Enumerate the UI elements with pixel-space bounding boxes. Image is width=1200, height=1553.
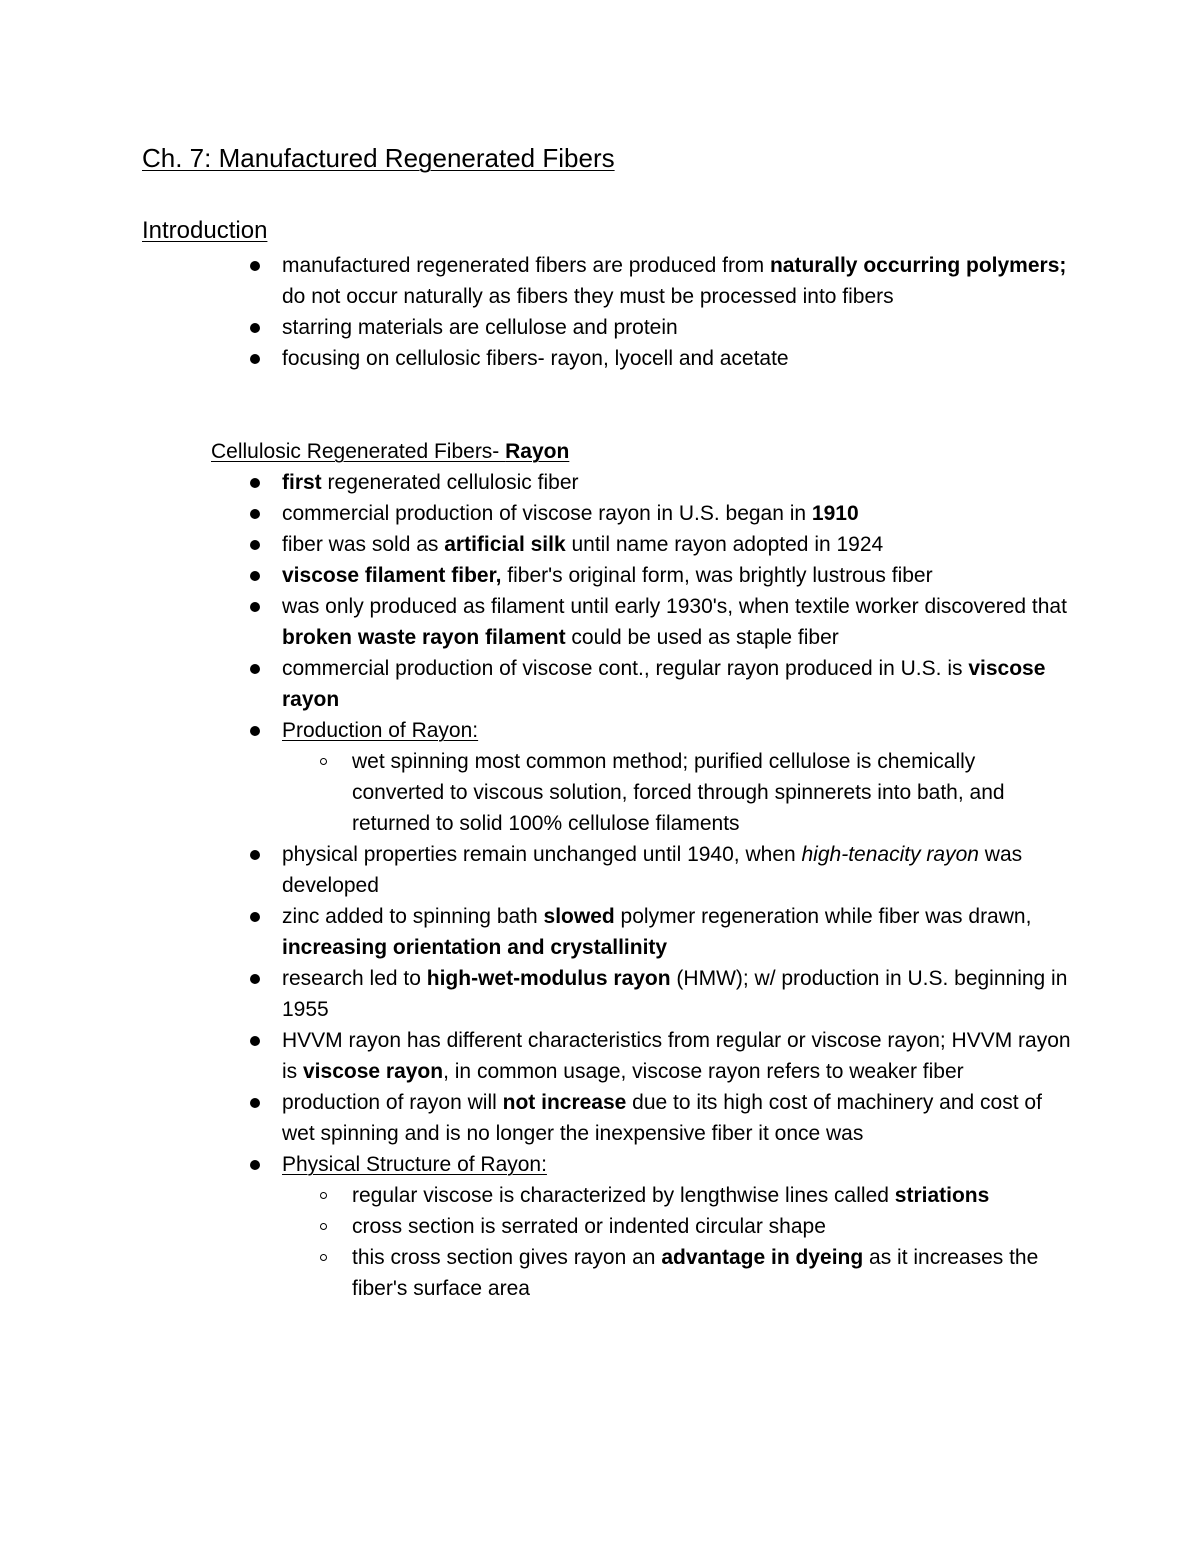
bullet-icon — [250, 1098, 260, 1108]
bullet-icon — [250, 602, 260, 612]
bullet-icon — [250, 1160, 260, 1170]
bullet-icon — [250, 726, 260, 736]
bullet-icon — [250, 912, 260, 922]
hollow-bullet-icon — [320, 1192, 327, 1199]
list-item: research led to high-wet-modulus rayon (HMW); w/ production in U.S. beginning in 1955 — [0, 963, 1072, 1025]
list-item: physical properties remain unchanged until 1940, when high-tenacity rayon was developed — [0, 839, 1072, 901]
bullet-icon — [250, 261, 260, 271]
bullet-icon — [250, 323, 260, 333]
bullet-icon — [250, 571, 260, 581]
document-title: Ch. 7: Manufactured Regenerated Fibers — [142, 143, 615, 173]
hollow-bullet-icon — [320, 1223, 327, 1230]
list-item: zinc added to spinning bath slowed polymer regeneration while fiber was drawn, increasing orientation and crystallinity — [0, 901, 1072, 963]
list-item — [0, 715, 1072, 839]
sub-list-item: cross section is serrated or indented circular shape — [0, 1211, 1072, 1242]
bullet-icon — [250, 974, 260, 984]
list-item: focusing on cellulosic fibers- rayon, lyocell and acetate — [0, 343, 1072, 374]
list-item: commercial production of viscose rayon in U.S. began in 1910 — [0, 498, 1072, 529]
list-item: was only produced as filament until early 1930's, when textile worker discovered that broken waste rayon filament could be used as staple fiber — [0, 591, 1072, 653]
rayon-list — [0, 467, 1072, 1304]
bullet-icon — [250, 478, 260, 488]
bullet-icon — [250, 540, 260, 550]
bullet-icon — [250, 354, 260, 364]
production-of-rayon-label: Production of Rayon: — [282, 719, 479, 742]
sub-list-item: wet spinning most common method; purified cellulose is chemically converted to viscous solution, forced through spinnerets into bath, and returned to solid 100% cellulose filaments — [0, 746, 1072, 839]
bullet-icon — [250, 1036, 260, 1046]
list-item: starring materials are cellulose and protein — [0, 312, 1072, 343]
list-item: HVVM rayon has different characteristics from regular or viscose rayon; HVVM rayon is viscose rayon, in common usage, viscose rayon refers to weaker fiber — [0, 1025, 1072, 1087]
list-item: fiber was sold as artificial silk until name rayon adopted in 1924 — [0, 529, 1072, 560]
bullet-icon — [250, 664, 260, 674]
structure-sublist — [282, 1180, 1072, 1304]
hollow-bullet-icon — [320, 758, 327, 765]
production-sublist — [282, 746, 1072, 839]
list-item: manufactured regenerated fibers are produced from naturally occurring polymers; do not occur naturally as fibers they must be processed into fibers — [0, 250, 1072, 312]
bullet-icon — [250, 509, 260, 519]
list-item: first regenerated cellulosic fiber — [0, 467, 1072, 498]
bullet-icon — [250, 850, 260, 860]
rayon-heading: Cellulosic Regenerated Fibers- Rayon — [211, 440, 570, 463]
introduction-list — [0, 250, 1072, 374]
physical-structure-label: Physical Structure of Rayon: — [282, 1153, 547, 1176]
introduction-heading: Introduction — [142, 217, 268, 244]
list-item: viscose filament fiber, fiber's original form, was brightly lustrous fiber — [0, 560, 1072, 591]
list-item — [0, 1149, 1072, 1304]
sub-list-item: this cross section gives rayon an advantage in dyeing as it increases the fiber's surface area — [0, 1242, 1072, 1304]
hollow-bullet-icon — [320, 1254, 327, 1261]
list-item: production of rayon will not increase due to its high cost of machinery and cost of wet spinning and is no longer the inexpensive fiber it once was — [0, 1087, 1072, 1149]
list-item: commercial production of viscose cont., regular rayon produced in U.S. is viscose rayon — [0, 653, 1072, 715]
sub-list-item: regular viscose is characterized by lengthwise lines called striations — [0, 1180, 1072, 1211]
